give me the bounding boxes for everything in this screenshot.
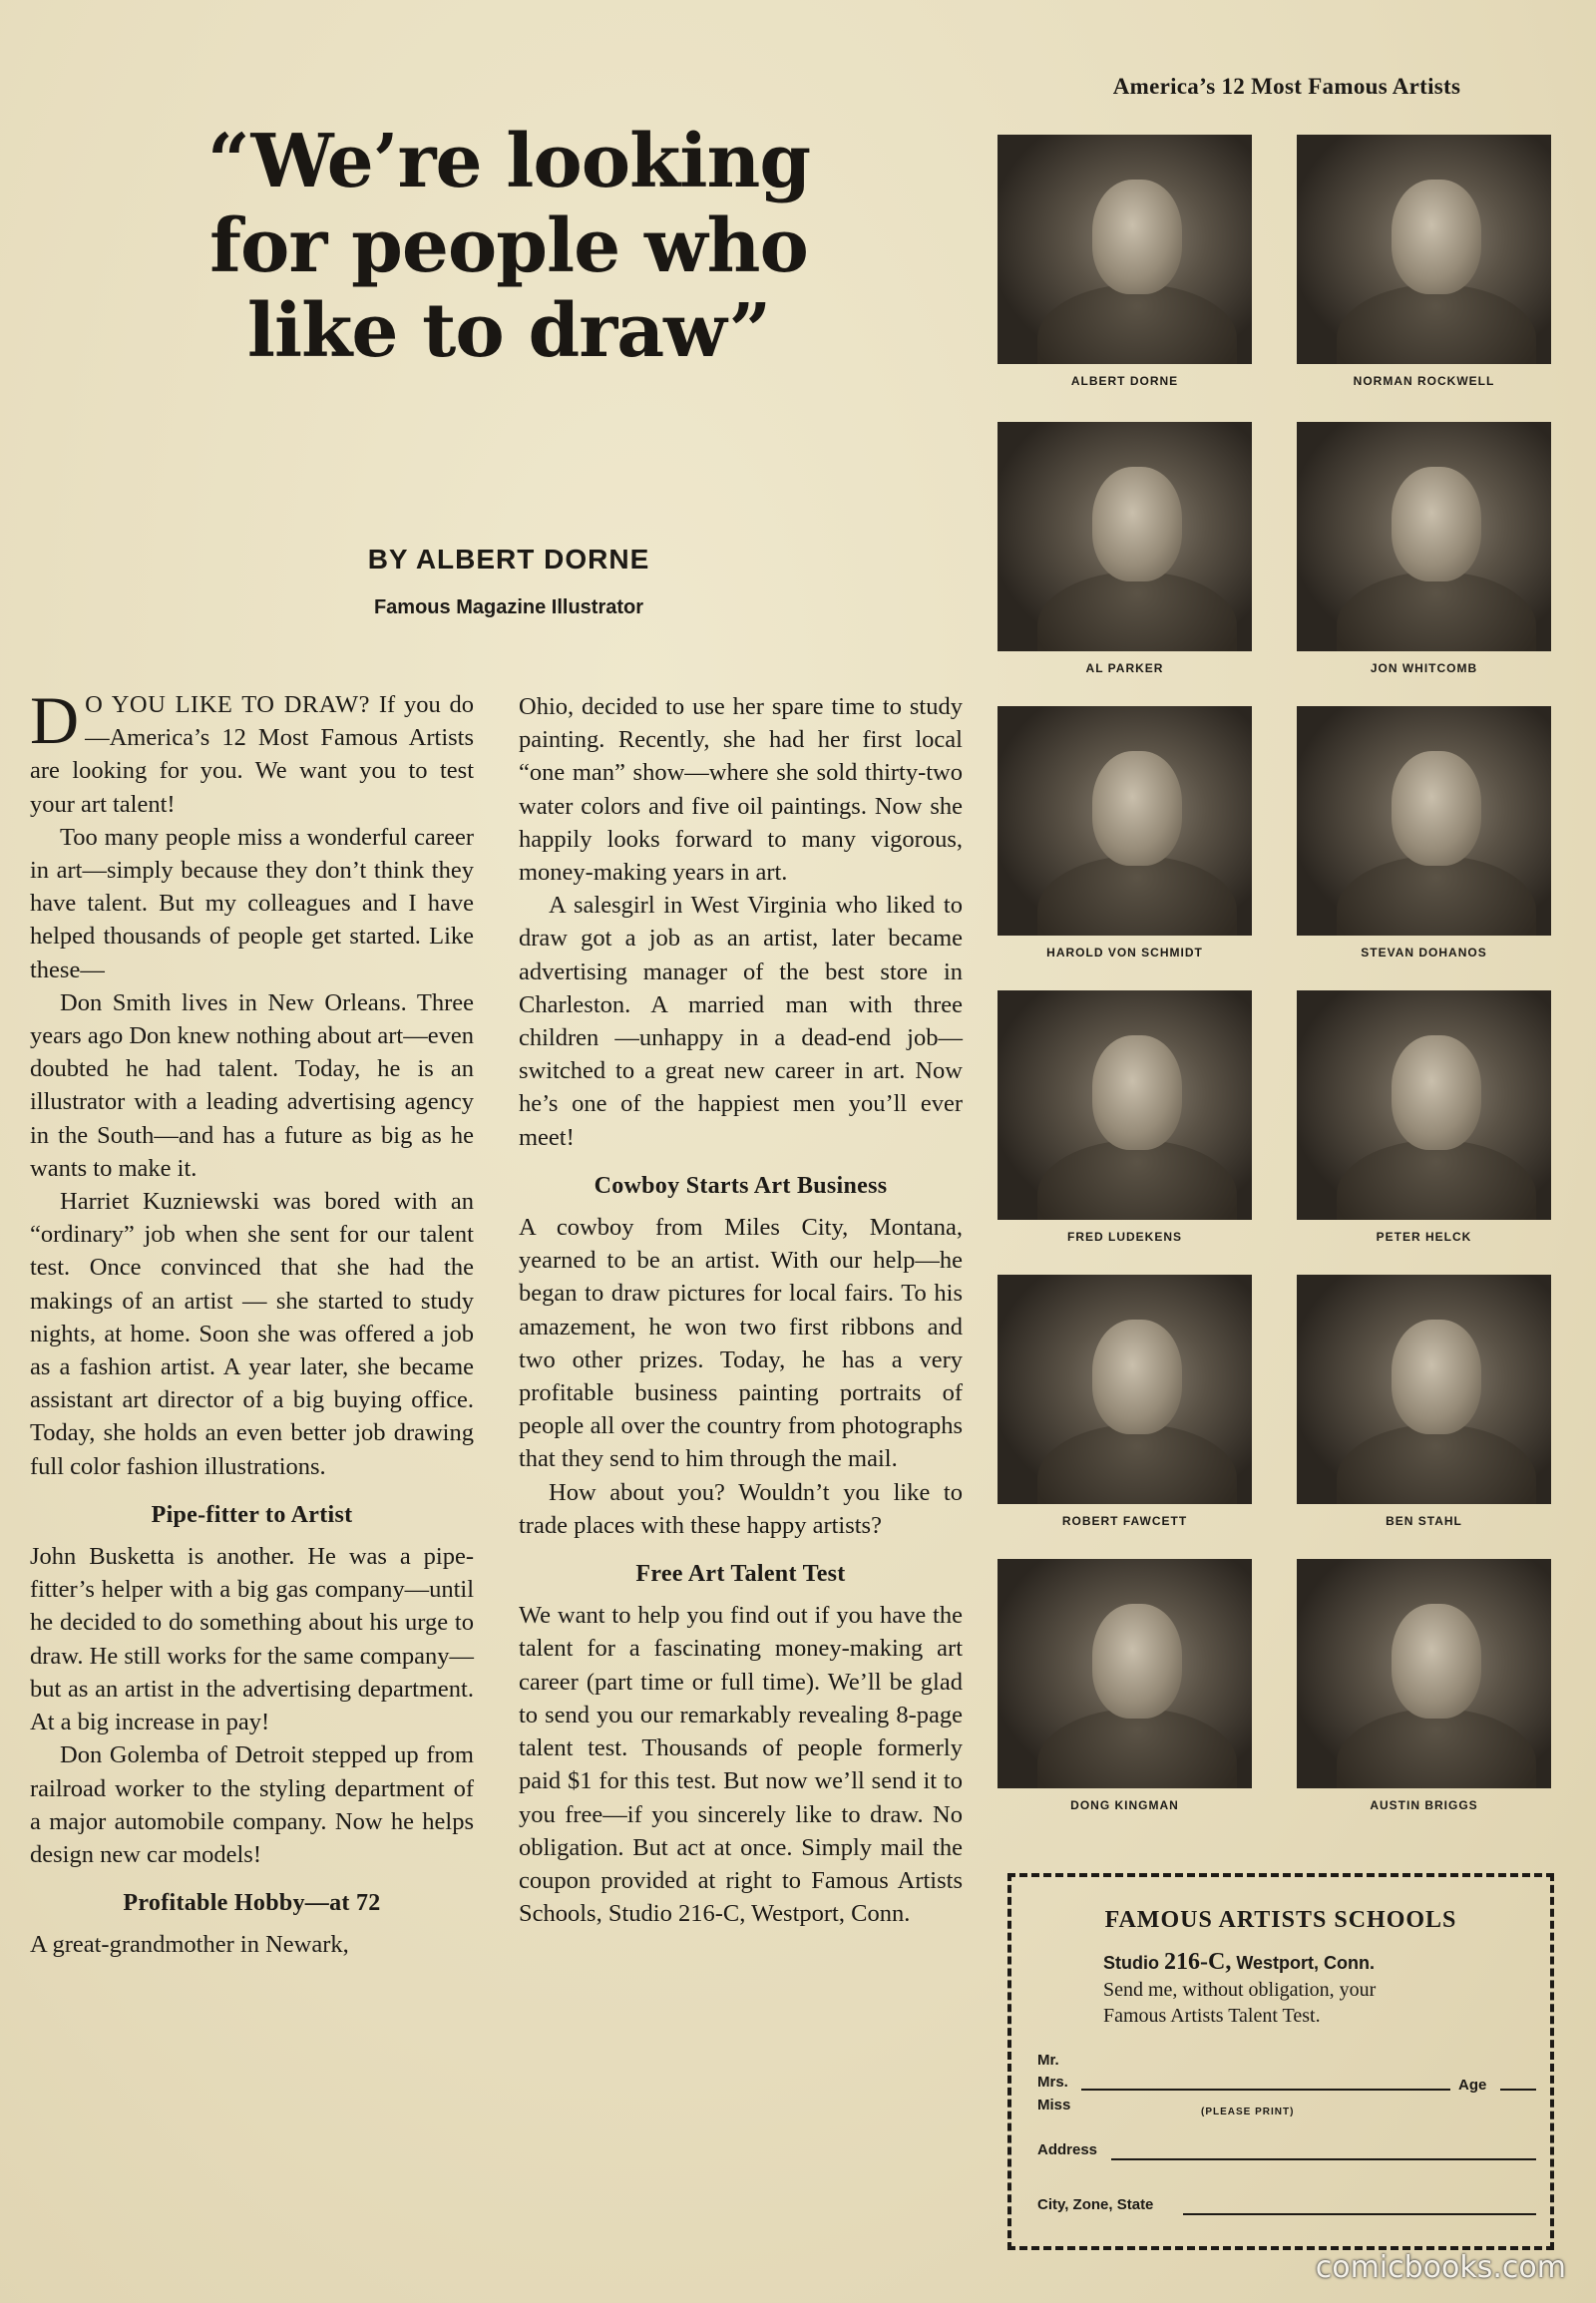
artist-card	[1297, 990, 1551, 1244]
byline-subtitle: Famous Magazine Illustrator	[373, 596, 644, 618]
artist-card	[998, 706, 1252, 960]
artist-card	[1297, 422, 1551, 675]
artist-photo	[998, 706, 1252, 936]
paragraph: How about you? Wouldn’t you like to trade places with these happy artists?	[519, 1478, 963, 1539]
artist-name: PETER HELCK	[1376, 1230, 1472, 1244]
headline-line-2: for people who	[209, 203, 808, 290]
artist-card	[998, 422, 1252, 675]
artist-photo	[1297, 422, 1551, 651]
subheading: Profitable Hobby—at 72	[123, 1890, 381, 1917]
name-field[interactable]	[1081, 2089, 1450, 2091]
artist-card	[998, 135, 1252, 388]
city-zone-state-field[interactable]	[1183, 2213, 1536, 2215]
byline: BY ALBERT DORNE	[367, 544, 650, 575]
subheading: Cowboy Starts Art Business	[594, 1172, 888, 1199]
mail-in-coupon[interactable]	[1007, 1873, 1554, 2250]
coupon-studio: Studio 216-C, Westport, Conn.	[1103, 1949, 1375, 1975]
artist-name: BEN STAHL	[1386, 1514, 1462, 1528]
paragraph: A great-grandmother in Newark,	[30, 1931, 349, 1959]
lead-in: O YOU LIKE TO DRAW?	[85, 691, 371, 718]
subheading: Pipe-fitter to Artist	[151, 1501, 353, 1528]
paragraph: Ohio, decided to use her spare time to study painting. Recently, she had her first local “one man” show—where she sold thirty-two water colors and five oil paintings. Now she happily looks forward to many vigorous, money-making years in art.	[519, 693, 963, 887]
article-column-2	[519, 690, 963, 1930]
artists-title: America’s 12 Most Famous Artists	[1112, 74, 1461, 99]
paragraph: A cowboy from Miles City, Montana, yearned to be an artist. With our help—he began to draw pictures for local fairs. To his amazement, he won two first ribbons and two other prizes. Today, he has a very profitable business painting portraits of people all over the country from photographs that they send to him through the mail.	[519, 1214, 963, 1473]
headline-line-3: like to draw”	[246, 288, 771, 375]
paragraph: A salesgirl in West Virginia who liked to draw got a job as an artist, later became advertising manager of the best store in Charleston. A married man with three children —unhappy in a dead-end job— switched to a great new career in art. Now he’s one of the happiest men you’ll ever meet!	[519, 892, 963, 1151]
artist-card	[1297, 1275, 1551, 1528]
watermark: comicbooks.com	[1315, 2250, 1566, 2285]
article-column-1	[30, 682, 474, 1962]
artist-photo	[998, 135, 1252, 364]
city-zone-state-label: City, Zone, State	[1037, 2196, 1154, 2213]
artist-name: DONG KINGMAN	[1070, 1798, 1179, 1812]
artist-photo	[1297, 990, 1551, 1220]
artist-photo	[998, 990, 1252, 1220]
artist-card	[1297, 706, 1551, 960]
drop-cap: D	[30, 682, 80, 758]
artist-card	[1297, 1559, 1551, 1812]
artist-photo	[1297, 135, 1551, 364]
artist-name: AUSTIN BRIGGS	[1370, 1798, 1478, 1812]
artist-photo	[998, 422, 1252, 651]
coupon-title: FAMOUS ARTISTS SCHOOLS	[1104, 1907, 1457, 1933]
age-field[interactable]	[1500, 2089, 1536, 2091]
artist-name: HAROLD VON SCHMIDT	[1046, 946, 1203, 960]
artist-photo	[1297, 706, 1551, 936]
address-label: Address	[1037, 2141, 1098, 2158]
paragraph: We want to help you find out if you have the talent for a fascinating money-making art career (part time or full time). We’ll be glad to send you our remarkably revealing 8-page talent test. Thousands of people formerly paid $1 for this test. But now we’ll send it to you free—if you sincerely like to draw. No obligation. But act at once. Simply mail the coupon provided at right to Famous Artists Schools, Studio 216-C, Westport, Conn.	[519, 1602, 963, 1928]
paragraph: Don Golemba of Detroit stepped up from railroad worker to the styling department of a major automobile company. Now he helps design new car models!	[30, 1741, 474, 1868]
artist-card	[998, 1559, 1252, 1812]
artist-name: STEVAN DOHANOS	[1361, 946, 1487, 960]
artist-card	[998, 990, 1252, 1244]
paragraph: Harriet Kuzniewski was bored with an “ordinary” job when she sent for our talent test. Once convinced that she had the makings of an artist — she started to study nights, at home. Soon she was offered a job as a fashion artist. A year later, she became assistant art director of a big buying office. Today, she holds an even better job drawing full color fashion illustrations.	[30, 1188, 474, 1480]
coupon-instruction-2: Famous Artists Talent Test.	[1103, 2005, 1321, 2027]
artist-name: JON WHITCOMB	[1370, 661, 1478, 675]
paragraph: John Busketta is another. He was a pipe-fitter’s helper with a big gas company—until he decided to do something about his urge to draw. He still works for the same company—but as an artist in the advertising department. At a big increase in pay!	[30, 1543, 474, 1736]
artist-photo	[1297, 1559, 1551, 1788]
artist-name: FRED LUDEKENS	[1066, 1230, 1182, 1244]
artist-card	[998, 1275, 1252, 1528]
address-field[interactable]	[1111, 2158, 1536, 2160]
mr-label: Mr.	[1037, 2052, 1059, 2069]
artist-name: ALBERT DORNE	[1070, 374, 1179, 388]
paragraph: Don Smith lives in New Orleans. Three years ago Don knew nothing about art—even doubted he had talent. Today, he is an illustrator with a leading advertising agency in the South—and has a future as big as he wants to make it.	[30, 988, 474, 1182]
mrs-label: Mrs.	[1037, 2074, 1068, 2091]
coupon-instruction: Send me, without obligation, your	[1103, 1979, 1377, 2001]
age-label: Age	[1458, 2077, 1487, 2094]
artist-card	[1297, 135, 1551, 388]
artist-name: ROBERT FAWCETT	[1061, 1514, 1188, 1528]
artist-photo	[998, 1559, 1252, 1788]
artist-photo	[998, 1275, 1252, 1504]
please-print-note: (PLEASE PRINT)	[1201, 2107, 1295, 2117]
artist-name: NORMAN ROCKWELL	[1353, 374, 1495, 388]
artist-photo	[1297, 1275, 1551, 1504]
paragraph: Too many people miss a wonderful career in art—simply because they don’t think they have talent. But my colleagues and I have helped thousands of people get started. Like these—	[30, 823, 474, 983]
headline-line-1: “We’re looking	[206, 119, 811, 204]
subheading: Free Art Talent Test	[635, 1561, 846, 1588]
artist-name: AL PARKER	[1085, 661, 1164, 675]
paragraph: D O YOU LIKE TO DRAW? If you do —America’s 12 Most Famous Artists are looking for you. We want you to test your art talent!	[30, 682, 474, 818]
miss-label: Miss	[1037, 2097, 1071, 2113]
headline	[120, 120, 898, 374]
